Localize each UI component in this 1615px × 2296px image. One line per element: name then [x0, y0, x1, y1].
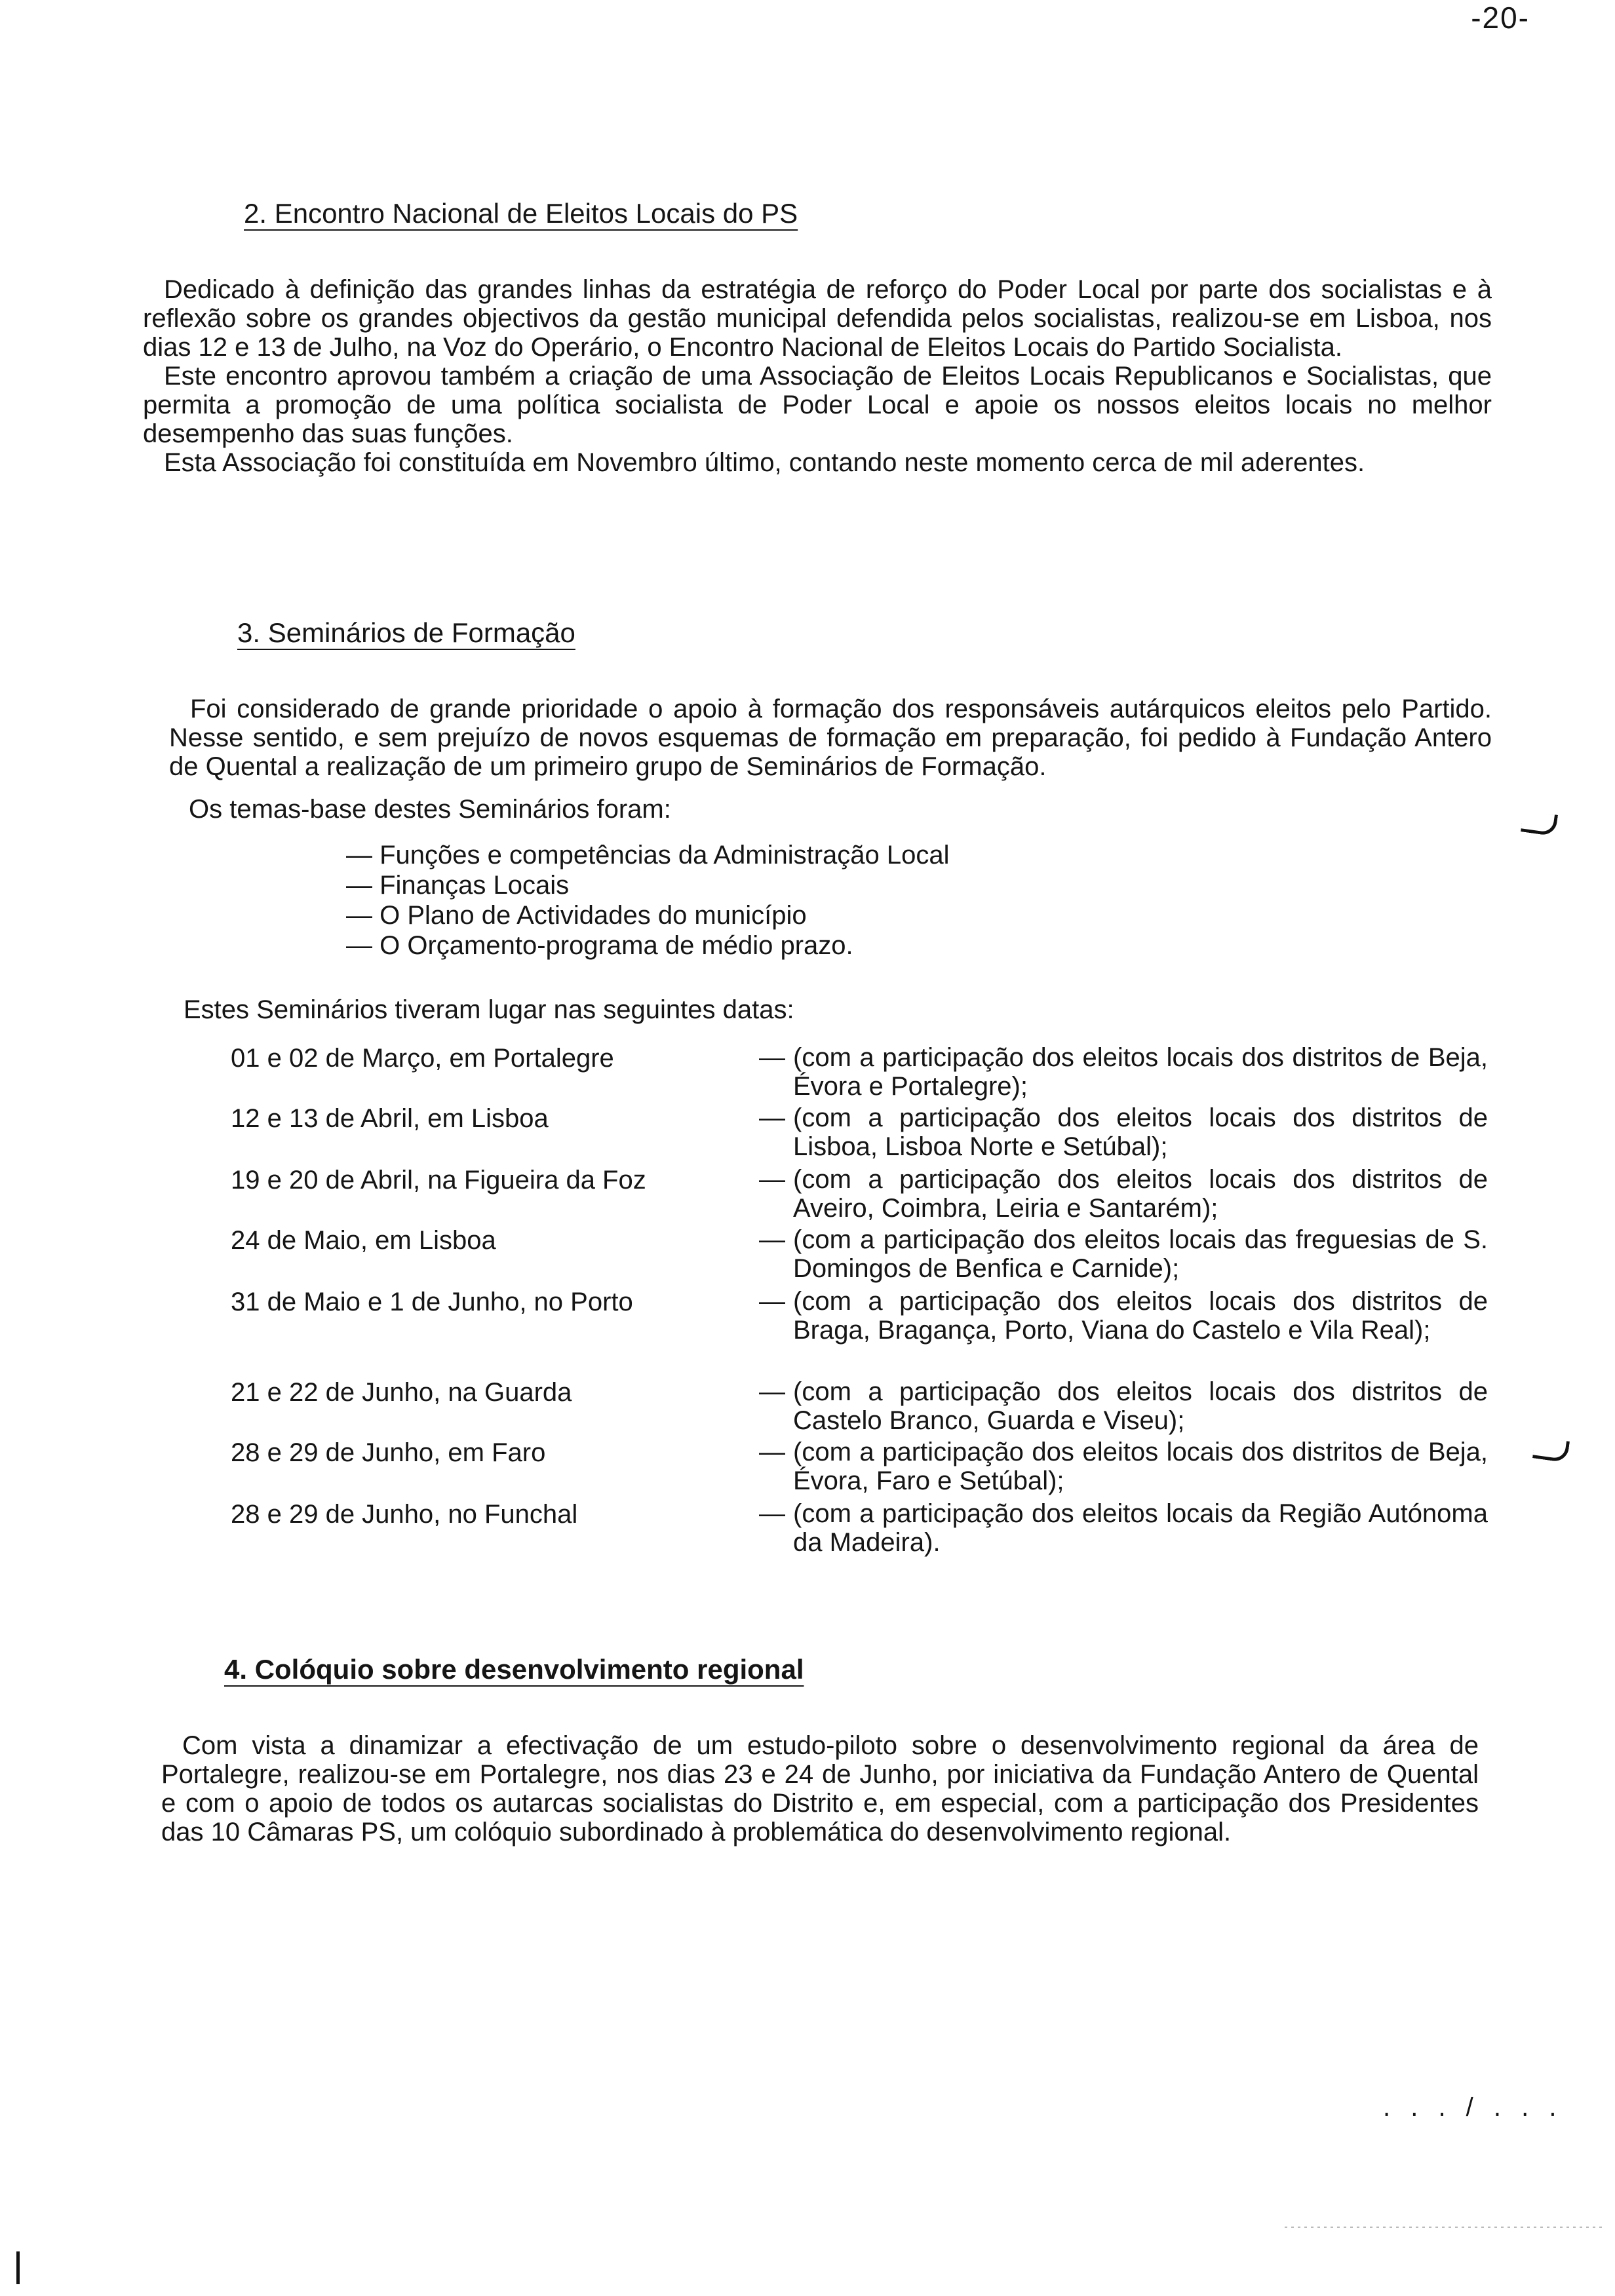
seminar-date: 01 e 02 de Março, em Portalegre [231, 1044, 614, 1073]
seminar-description: — (com a participação dos eleitos locais dos distritos de Aveiro, Coimbra, Leiria e Santarém); [759, 1165, 1488, 1223]
seminar-description: — (com a participação dos eleitos locais dos distritos de Braga, Bragança, Porto, Viana do Castelo e Vila Real); [759, 1287, 1488, 1345]
section-3-intro-paragraph: Foi considerado de grande prioridade o apoio à formação dos responsáveis autárquicos eleitos pelo Partido. Nesse sentido, e sem prejuízo de novos esquemas de formação em preparação, foi pedido à Fundação Antero de Quental a realização de um primeiro grupo de Seminários de Formação. [169, 695, 1492, 781]
section-2-paragraph: Dedicado à definição das grandes linhas da estratégia de reforço do Poder Local por parte dos socialistas e à reflexão sobre os grandes objectivos da gestão municipal defendida pelos socialistas, realizou-se em Lisboa, nos dias 12 e 13 de Julho, na Voz do Operário, o Encontro Nacional de Eleitos Locais do Partido Socialista. [143, 275, 1492, 362]
scan-edge-mark [16, 2251, 20, 2284]
section-4-heading: 4. Colóquio sobre desenvolvimento regional [224, 1654, 804, 1685]
dates-intro: Estes Seminários tiveram lugar nas seguintes datas: [184, 995, 794, 1024]
seminar-description: — (com a participação dos eleitos locais da Região Autónoma da Madeira). [759, 1499, 1488, 1557]
topics-list [346, 840, 950, 961]
seminar-date: 31 de Maio e 1 de Junho, no Porto [231, 1288, 633, 1316]
seminar-date: 28 e 29 de Junho, em Faro [231, 1438, 546, 1467]
seminar-date: 21 e 22 de Junho, na Guarda [231, 1378, 572, 1407]
section-3-intro [169, 695, 1492, 781]
seminar-date: 19 e 20 de Abril, na Figueira da Foz [231, 1166, 646, 1195]
continuation-marker: . . . / . . . [1383, 2093, 1563, 2122]
seminar-description: — (com a participação dos eleitos locais dos distritos de Lisboa, Lisboa Norte e Setúbal); [759, 1103, 1488, 1161]
scan-noise [1285, 2227, 1606, 2228]
section-2-paragraph: Este encontro aprovou também a criação de uma Associação de Eleitos Locais Republicanos e Socialistas, que permita a promoção de uma política socialista de Poder Local e apoie os nossos eleitos locais no melhor desempenho das suas funções. [143, 362, 1492, 448]
section-4-paragraph: Com vista a dinamizar a efectivação de um estudo-piloto sobre o desenvolvimento regional da área de Portalegre, realizou-se em Portalegre, nos dias 23 e 24 de Junho, por iniciativa da Fundação Antero de Quental e com o apoio de todos os autarcas socialistas do Distrito e, em especial, com a participação dos Presidentes das 10 Câmaras PS, um colóquio subordinado à problemática do desenvolvimento regional. [161, 1731, 1479, 1846]
check-mark-icon [1532, 1436, 1570, 1463]
section-3-heading: 3. Seminários de Formação [237, 617, 575, 648]
seminar-date: 12 e 13 de Abril, em Lisboa [231, 1104, 549, 1133]
seminar-date: 28 e 29 de Junho, no Funchal [231, 1500, 578, 1529]
seminar-description: — (com a participação dos eleitos locais dos distritos de Beja, Évora, Faro e Setúbal); [759, 1438, 1488, 1495]
topics-intro: Os temas-base destes Seminários foram: [189, 795, 671, 824]
seminar-description: — (com a participação dos eleitos locais das freguesias de S. Domingos de Benfica e Carnide); [759, 1225, 1488, 1283]
topic-item: — Finanças Locais [346, 871, 570, 900]
section-2-body [143, 275, 1492, 477]
seminar-date: 24 de Maio, em Lisboa [231, 1226, 496, 1255]
topic-item: — O Plano de Actividades do município [346, 901, 807, 930]
seminar-description: — (com a participação dos eleitos locais dos distritos de Beja, Évora e Portalegre); [759, 1043, 1488, 1101]
page-number: -20- [1471, 1, 1530, 35]
section-2-heading: 2. Encontro Nacional de Eleitos Locais do PS [244, 198, 798, 229]
section-2-paragraph: Esta Associação foi constituída em Novembro último, contando neste momento cerca de mil aderentes. [164, 448, 1365, 477]
check-mark-icon [1521, 810, 1558, 836]
topic-item: — O Orçamento-programa de médio prazo. [346, 931, 853, 960]
section-4-body [161, 1731, 1479, 1846]
topic-item: — Funções e competências da Administração Local [346, 841, 950, 870]
seminar-description: — (com a participação dos eleitos locais dos distritos de Castelo Branco, Guarda e Viseu); [759, 1377, 1488, 1435]
